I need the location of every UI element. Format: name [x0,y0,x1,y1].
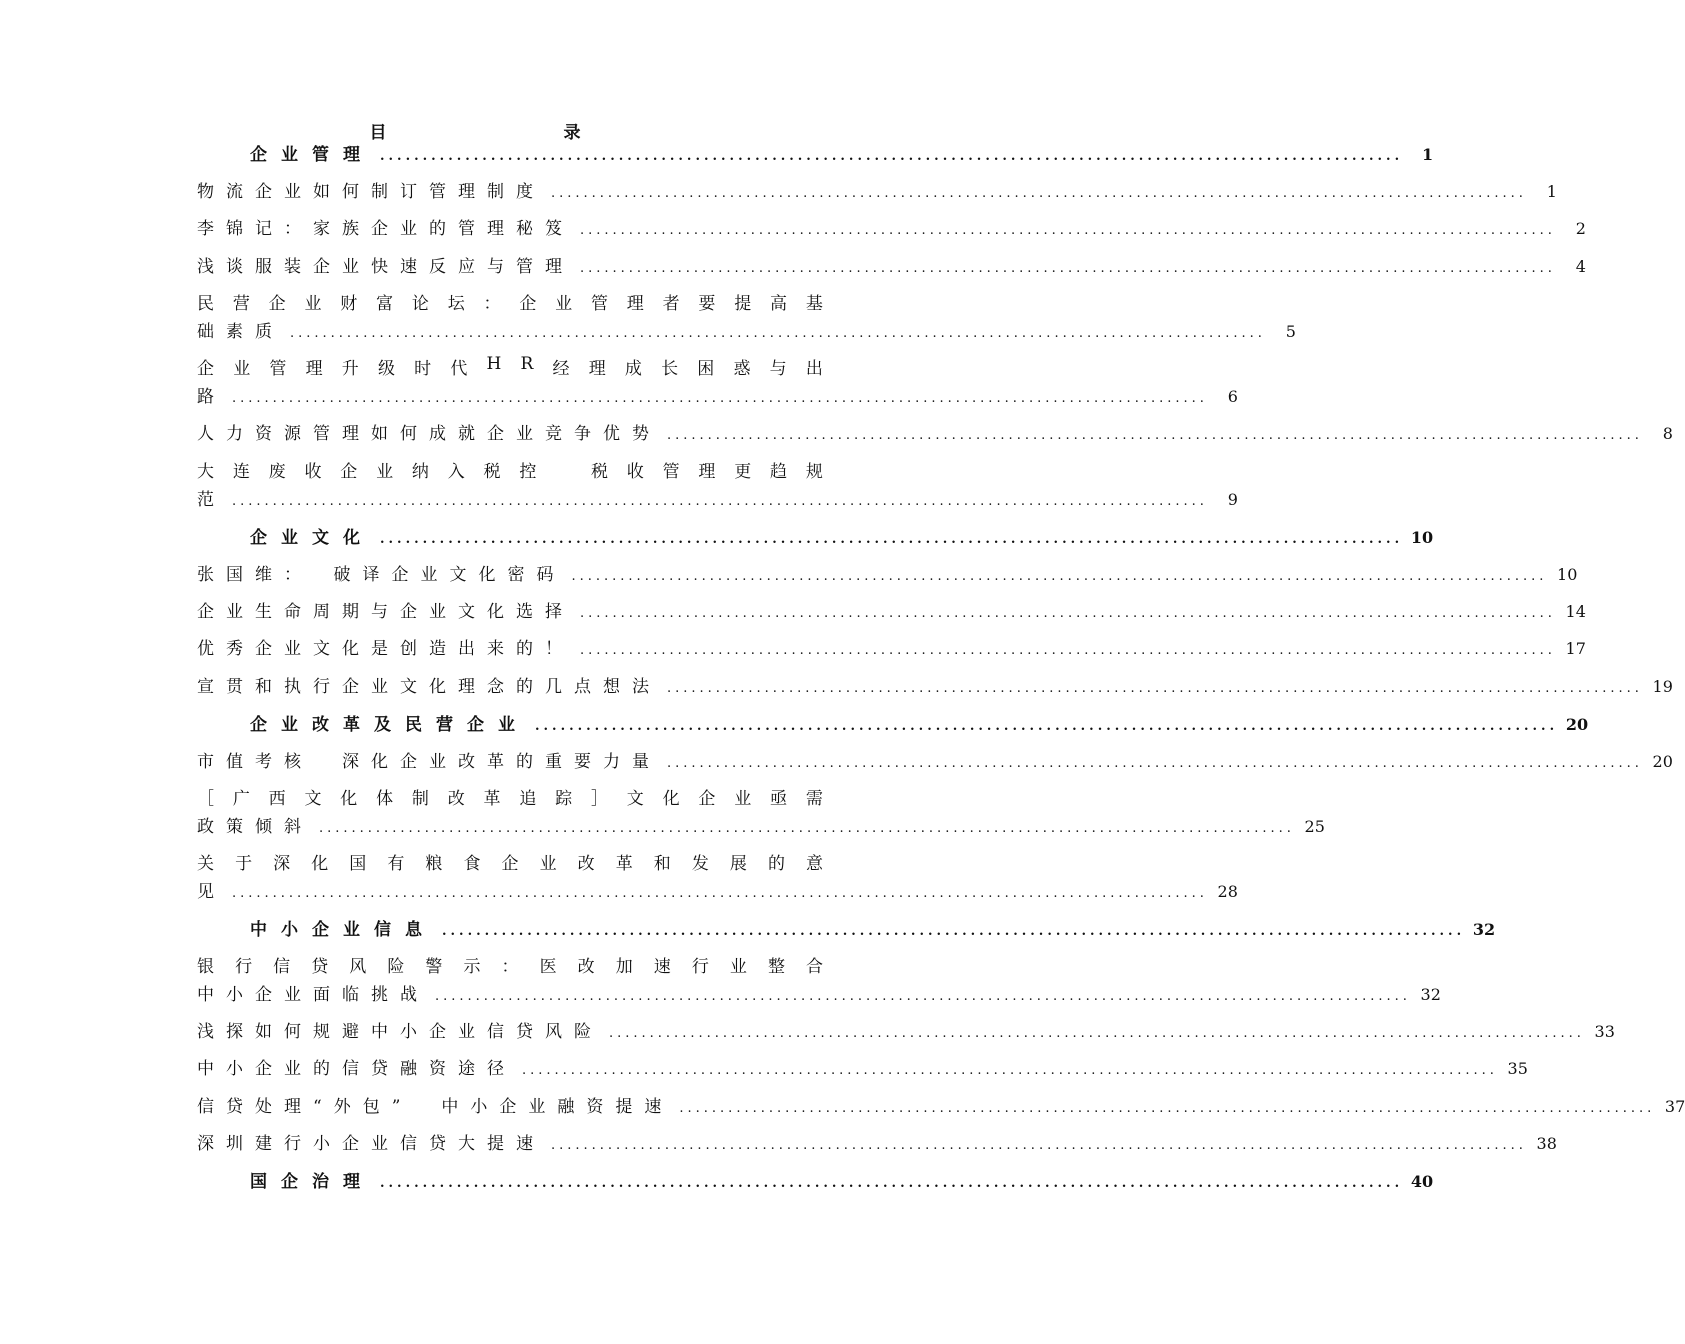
toc-entry[interactable] [197,747,1673,772]
toc-page-number: 32 [1420,985,1441,1004]
toc-section[interactable] [250,140,1434,165]
toc-page-number: 28 [1217,882,1238,901]
toc-page-number: 38 [1536,1134,1557,1153]
dot-leader: ........................................................................................................................ [580,643,1556,658]
toc-page-number: 1 [1421,145,1434,164]
dot-leader: ........................................................................................................................ [580,606,1556,621]
toc-entry[interactable] [197,952,1441,1005]
toc-entry[interactable] [197,252,1586,277]
toc-entry-title: 信贷处理“外包” 中小企业融资提速 [197,1097,674,1117]
toc-page-number: 37 [1664,1097,1685,1116]
toc-entry-title: 企业改革及民营企业 [250,715,529,735]
dot-leader: ........................................................................................................................ [667,681,1643,696]
toc-page-number: 35 [1507,1059,1528,1078]
toc-page-number: 5 [1285,322,1296,341]
toc-entry-first-line: 关 于 深 化 国 有 粮 食 企 业 改 革 和 发 展 的 意 [197,854,823,874]
toc-entry[interactable] [197,784,1325,837]
toc-page-number: 20 [1565,715,1589,734]
toc-section[interactable] [250,1167,1434,1192]
toc-page-number: 25 [1304,817,1325,836]
toc-entry-title: 张国维： 破译企业文化密码 [197,565,566,585]
toc-page-number: 2 [1575,219,1586,238]
toc-entry[interactable] [197,214,1586,239]
toc-section[interactable] [250,523,1434,548]
toc-entry[interactable] [197,289,1296,342]
toc-page-number: 9 [1227,490,1238,509]
dot-leader: ........................................................................................................................ [580,223,1556,238]
toc-entry-title: 宣贯和执行企业文化理念的几点想法 [197,677,661,697]
toc-entry[interactable] [197,457,1238,510]
toc-entry-title: 市值考核 深化企业改革的重要力量 [197,752,661,772]
dot-leader: ........................................................................................................................ [290,326,1266,341]
toc-page-number: 40 [1410,1172,1434,1191]
toc-entry-title: 李锦记：家族企业的管理秘笈 [197,219,574,239]
dot-leader: ........................................................................................................................ [667,428,1643,443]
toc-entry[interactable] [197,634,1586,659]
toc-page-number: 8 [1662,424,1673,443]
dot-leader: ........................................................................................................................ [442,924,1466,939]
toc-page-number: 10 [1410,528,1434,547]
dot-leader: ........................................................................................................................ [380,532,1404,547]
dot-leader: ........................................................................................................................ [232,494,1208,509]
dot-leader: ........................................................................................................................ [535,719,1559,734]
toc-entry-first-line: 银 行 信 贷 风 险 警 示 ： 医 改 加 速 行 业 整 合 [197,957,823,977]
dot-leader: ........................................................................................................................ [679,1101,1656,1116]
dot-leader: ........................................................................................................................ [551,186,1527,201]
toc-page-number: 14 [1565,602,1586,621]
toc-page-number: 6 [1227,387,1238,406]
dot-leader: ........................................................................................................................ [319,821,1295,836]
toc-entry[interactable] [197,1092,1685,1117]
dot-leader: ........................................................................................................................ [522,1063,1498,1078]
toc-entry-title: 人力资源管理如何成就企业竞争优势 [197,424,661,444]
dot-leader: ........................................................................................................................ [435,989,1411,1004]
toc-page-number: 4 [1575,257,1586,276]
dot-leader: ........................................................................................................................ [609,1026,1585,1041]
toc-entry-first-line: 企 业 管 理 升 级 时 代 H R 经 理 成 长 困 惑 与 出 [197,354,823,379]
toc-entry[interactable] [197,419,1673,444]
toc-entry[interactable] [197,354,1238,407]
dot-leader: ........................................................................................................................ [580,261,1556,276]
toc-entry-title: 优秀企业文化是创造出来的！ [197,639,574,659]
toc-entry-first-line: ［ 广 西 文 化 体 制 改 革 追 踪 ］ 文 化 企 业 亟 需 [197,789,823,809]
toc-page-number: 19 [1652,677,1673,696]
dot-leader: ........................................................................................................................ [380,1176,1404,1191]
toc-entry-title: 路 [197,387,226,407]
toc-entry-title: 础素质 [197,322,284,342]
toc-page-number: 17 [1565,639,1586,658]
toc-entry-title: 深圳建行小企业信贷大提速 [197,1134,545,1154]
dot-leader: ........................................................................................................................ [571,569,1548,584]
toc-entry-title: 物流企业如何制订管理制度 [197,182,545,202]
toc-section[interactable] [250,710,1589,735]
toc-entry-title: 范 [197,490,226,510]
toc-entry-title: 企业文化 [250,528,374,548]
toc-entry-first-line: 民 营 企 业 财 富 论 坛 ： 企 业 管 理 者 要 提 高 基 [197,294,823,314]
dot-leader: ........................................................................................................................ [232,886,1208,901]
toc-entry[interactable] [197,560,1578,585]
dot-leader: ........................................................................................................................ [551,1138,1527,1153]
toc-entry-title: 政策倾斜 [197,817,313,837]
toc-entry[interactable] [197,1017,1615,1042]
toc-entry-first-line: 大 连 废 收 企 业 纳 入 税 控 税 收 管 理 更 趋 规 [197,462,823,482]
toc-entry[interactable] [197,672,1673,697]
toc-entry-title: 中小企业面临挑战 [197,985,429,1005]
toc-section[interactable] [250,915,1496,940]
toc-entry[interactable] [197,597,1586,622]
dot-leader: ........................................................................................................................ [667,756,1643,771]
toc-entry-title: 中小企业的信贷融资途径 [197,1059,516,1079]
dot-leader: ........................................................................................................................ [232,391,1208,406]
toc-entry-title: 中小企业信息 [250,920,436,940]
toc-entry[interactable] [197,1129,1557,1154]
dot-leader: ........................................................................................................................ [380,149,1404,164]
toc-entry-title: 国企治理 [250,1172,374,1192]
toc-entry-title: 浅谈服装企业快速反应与管理 [197,257,574,277]
toc-entry[interactable] [197,1054,1528,1079]
toc-page-number: 20 [1652,752,1673,771]
toc-entry[interactable] [197,849,1238,902]
toc-page-number: 33 [1594,1022,1615,1041]
toc-entry[interactable] [197,177,1557,202]
toc-page-number: 32 [1472,920,1496,939]
toc-entry-title: 企业生命周期与企业文化选择 [197,602,574,622]
toc-entry-title: 浅探如何规避中小企业信贷风险 [197,1022,603,1042]
toc-page-number: 10 [1557,565,1578,584]
toc-page-number: 1 [1546,182,1557,201]
toc-title: 目 录 [369,123,661,143]
toc-entry-title: 见 [197,882,226,902]
toc-entry-title: 企业管理 [250,145,374,165]
